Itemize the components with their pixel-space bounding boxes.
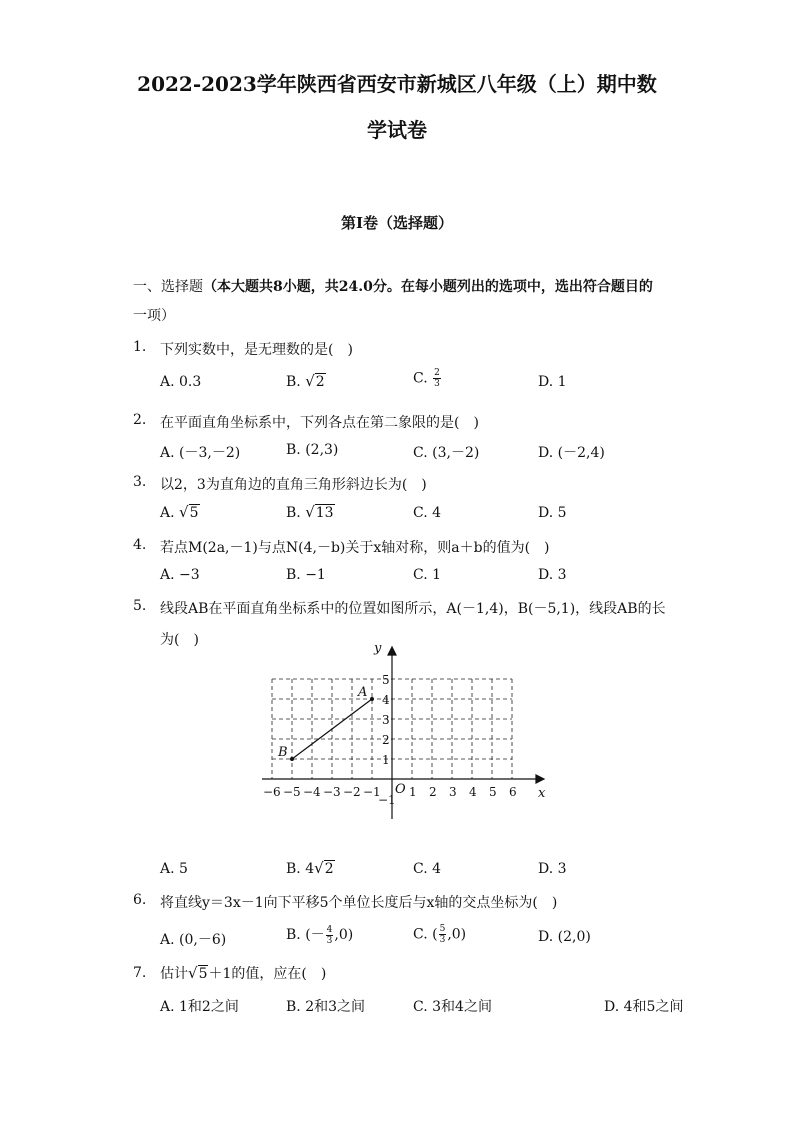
option-letter: C. (413, 926, 428, 943)
option-b[interactable] (286, 996, 365, 1016)
y-tick-label: 2 (382, 733, 390, 747)
option-c[interactable] (413, 368, 442, 389)
option-b[interactable] (286, 442, 338, 458)
option-letter: B. (286, 442, 301, 458)
option-value: 2和3之间 (305, 999, 366, 1015)
option-suffix: ,0) (447, 926, 467, 943)
sqrt-expression: √13 (305, 503, 334, 521)
option-a[interactable] (160, 861, 188, 877)
option-letter: B. (286, 505, 301, 521)
sqrt-expression: √2 (305, 372, 325, 390)
option-d[interactable] (538, 861, 567, 877)
option-value: (0,－6) (179, 932, 227, 948)
option-c[interactable] (413, 924, 466, 945)
option-b[interactable] (286, 924, 353, 946)
question-text: 将直线y＝3x－1向下平移5个单位长度后与x轴的交点坐标为( ) (160, 895, 558, 911)
option-value: 1 (557, 374, 567, 390)
coordinate-figure (255, 641, 546, 825)
option-value: 5 (557, 505, 567, 521)
y-tick-label: 1 (382, 753, 390, 767)
option-coefficient: 4 (305, 861, 315, 877)
option-value: −3 (179, 567, 200, 583)
option-letter: C. (413, 445, 428, 461)
question-text: 线段AB在平面直角坐标系中的位置如图所示，A(－1,4)，B(－5,1)，线段AB的长 (160, 601, 666, 617)
part-heading-prefix: 一、选择题 (133, 279, 203, 295)
option-b[interactable] (286, 372, 326, 390)
option-value: −1 (305, 567, 326, 583)
option-letter: C. (413, 370, 428, 387)
section-title: 第I卷（选择题） (340, 214, 454, 232)
part-heading-bold: （本大题共8小题，共24.0分。在每小题列出的选项中，选出符合题目的 (203, 279, 653, 295)
option-letter: C. (413, 567, 428, 583)
question-text-after: ＋1的值，应在( ) (208, 966, 327, 982)
option-value: 1和2之间 (179, 999, 239, 1015)
fraction: $\frac{4}{3}$ (326, 924, 333, 946)
option-letter: D. (538, 505, 554, 521)
option-letter: B. (286, 374, 301, 390)
question-number: 2. (133, 412, 147, 428)
option-letter: C. (413, 861, 428, 877)
x-tick-label: −5 (283, 785, 301, 799)
option-c[interactable] (413, 505, 441, 521)
page-title-line2: 学试卷 (367, 118, 427, 142)
option-a[interactable] (160, 929, 226, 949)
option-value: 5 (179, 861, 188, 877)
option-b[interactable] (286, 503, 335, 521)
question-number: 4. (133, 537, 147, 553)
y-tick-label: 4 (382, 693, 390, 707)
option-prefix: ( (432, 926, 438, 943)
option-d[interactable] (538, 442, 605, 462)
option-value: 3 (557, 567, 567, 583)
option-d[interactable] (538, 505, 567, 521)
origin-label: O (395, 782, 406, 797)
question-text: 在平面直角坐标系中，下列各点在第二象限的是( ) (160, 415, 479, 431)
sqrt-expression: √5 (179, 503, 199, 521)
option-d[interactable] (538, 567, 567, 583)
x-tick-label: −4 (303, 785, 321, 799)
question-text (160, 963, 326, 983)
option-a[interactable] (160, 996, 239, 1016)
question-text: 下列实数中，是无理数的是( ) (160, 342, 353, 358)
fraction: $\frac{5}{3}$ (439, 924, 446, 945)
x-tick-label: −1 (363, 785, 381, 799)
option-value: (3,－2) (432, 445, 480, 461)
option-value: (2,0) (557, 929, 591, 945)
y-axis-arrow (388, 647, 396, 655)
question-number: 6. (133, 892, 147, 908)
option-a[interactable] (160, 374, 201, 390)
fraction: $\frac{2}{3}$ (434, 368, 440, 389)
option-letter: A. (160, 932, 175, 948)
option-letter: A. (160, 445, 175, 461)
option-letter: D. (538, 445, 554, 461)
option-letter: B. (286, 927, 301, 943)
option-a[interactable] (160, 567, 200, 583)
option-letter: D. (538, 374, 554, 390)
option-letter: D. (538, 929, 554, 945)
option-value: (－3,－2) (179, 445, 241, 461)
y-axis-label: y (374, 641, 382, 656)
question-text-before: 估计 (160, 966, 188, 982)
option-d[interactable] (604, 996, 683, 1016)
option-value: 1 (432, 567, 442, 583)
sqrt-expression: √5 (188, 964, 208, 982)
sqrt-expression: √2 (314, 859, 334, 877)
option-a[interactable] (160, 503, 200, 521)
question-text: 若点M(2a,－1)与点N(4,－b)关于x轴对称，则a＋b的值为( ) (160, 540, 550, 556)
option-c[interactable] (413, 996, 492, 1016)
option-value: 0.3 (179, 374, 202, 390)
option-letter: B. (286, 861, 301, 877)
x-tick-label: −6 (263, 785, 281, 799)
option-letter: D. (604, 999, 620, 1015)
option-value: 4 (432, 861, 442, 877)
part-heading-line2: 一项） (133, 308, 175, 324)
x-tick-label: −2 (343, 785, 361, 799)
option-letter: A. (160, 567, 175, 583)
x-tick-label: −3 (323, 785, 341, 799)
option-a[interactable] (160, 442, 240, 462)
question-text-line2: 为( ) (160, 632, 199, 648)
y-tick-label: 5 (382, 673, 390, 687)
option-value: 3 (557, 861, 567, 877)
option-letter: B. (286, 999, 301, 1015)
option-value: (－2,4) (557, 445, 605, 461)
page-title-line1: 2022-2023学年陕西省西安市新城区八年级（上）期中数 (137, 72, 657, 96)
question-number: 3. (133, 474, 147, 490)
y-tick-label: −1 (378, 793, 396, 807)
option-letter: D. (538, 861, 554, 877)
option-value: 4和5之间 (623, 999, 684, 1015)
option-b[interactable] (286, 859, 335, 877)
point-b (290, 757, 294, 761)
option-letter: C. (413, 999, 428, 1015)
option-c[interactable] (413, 442, 479, 462)
y-tick-label: 3 (382, 713, 390, 727)
option-letter: A. (160, 861, 175, 877)
option-d[interactable] (538, 374, 567, 390)
x-tick-label: 4 (469, 785, 477, 799)
point-b-label: B (278, 745, 288, 760)
option-prefix: (－ (305, 927, 325, 943)
option-value: (2,3) (305, 442, 339, 458)
option-value: 3和4之间 (432, 999, 492, 1015)
point-a (370, 697, 374, 701)
option-c[interactable] (413, 861, 441, 877)
option-value: 4 (432, 505, 442, 521)
x-tick-label: 5 (489, 785, 497, 799)
option-b[interactable] (286, 567, 326, 583)
x-axis-arrow (536, 775, 544, 783)
option-letter: C. (413, 505, 428, 521)
option-suffix: ,0) (334, 927, 354, 943)
option-d[interactable] (538, 929, 591, 945)
option-letter: B. (286, 567, 301, 583)
option-letter: A. (160, 999, 175, 1015)
x-axis-label: x (538, 786, 546, 801)
option-letter: D. (538, 567, 554, 583)
x-tick-label: 2 (429, 785, 437, 799)
question-number: 1. (133, 339, 147, 355)
point-a-label: A (358, 685, 368, 700)
question-text: 以2，3为直角边的直角三角形斜边长为( ) (160, 477, 427, 493)
x-tick-label: 3 (449, 785, 457, 799)
option-letter: A. (160, 374, 175, 390)
part-heading (133, 276, 653, 296)
question-number: 5. (133, 598, 147, 614)
option-c[interactable] (413, 567, 441, 583)
x-tick-label: 1 (409, 785, 417, 799)
option-letter: A. (160, 505, 175, 521)
tick-labels (263, 673, 517, 807)
x-tick-label: 6 (509, 785, 517, 799)
question-number: 7. (133, 965, 147, 981)
